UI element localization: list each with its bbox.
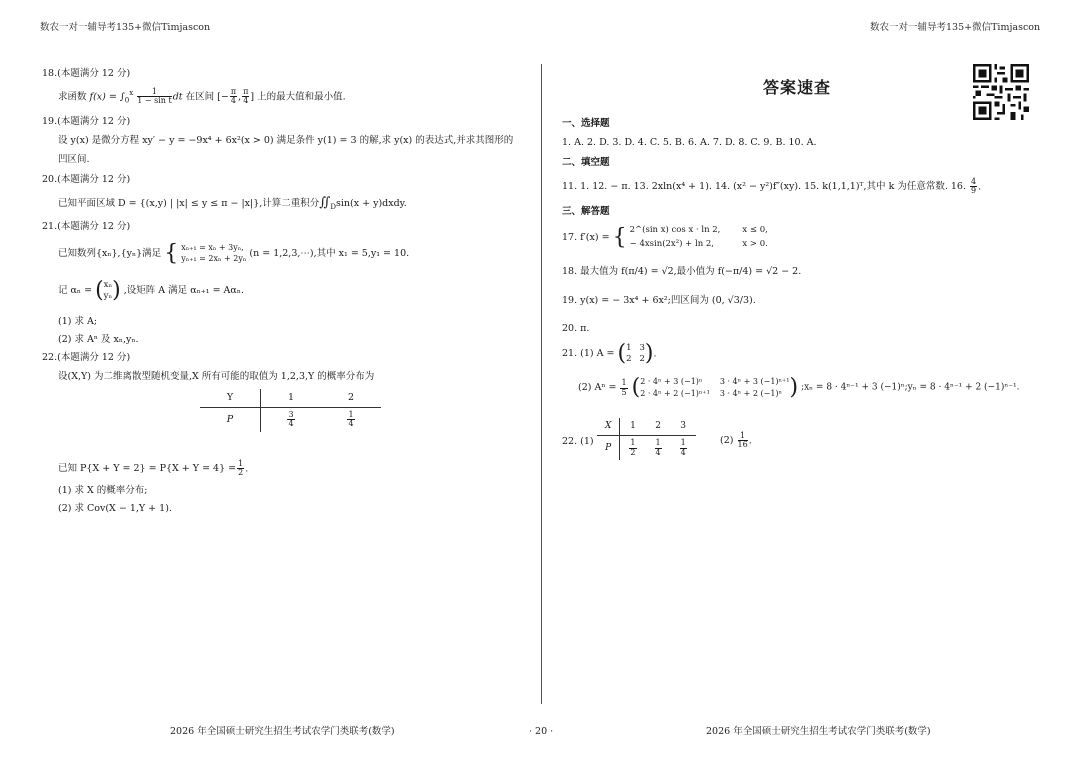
fill-answers: 11. 1. 12. − π. 13. 2xln(x⁴ + 1). 14. (x² − y²)f″(xy). 15. k(1,1,1)ᵀ,其中 k 为任意常数. 16. $\frac{4}{9}$ . bbox=[562, 177, 982, 196]
answer-22-table: X 1 2 3 P $\frac{1}{2}$ $\frac{1}{4}$ $\frac{1}{4}$ bbox=[597, 418, 696, 460]
q19-heading: 19.(本题满分 12 分) bbox=[42, 116, 131, 127]
q22-table-v2: 2 bbox=[321, 389, 381, 407]
q22-line: 设(X,Y) 为二维离散型随机变量,X 所有可能的取值为 1,2,3,Y 的概率分布为 bbox=[58, 371, 375, 382]
q22-part1: (1) 求 X 的概率分布; bbox=[58, 485, 148, 496]
q21-body: 已知数列{xₙ},{yₙ}满足 { xₙ₊₁ = xₙ + 3yₙ, yₙ₊₁ = 2xₙ + 2yₙ (n = 1,2,3,⋯),其中 x₁ = 5,y₁ = 10. bbox=[58, 241, 410, 266]
section-solve: 三、解答题 bbox=[562, 206, 610, 217]
footer-right: 2026 年全国硕士研究生招生考试农学门类联考(数学) bbox=[706, 726, 931, 737]
q22-heading: 22.(本题满分 12 分) bbox=[42, 352, 131, 363]
q21-heading: 21.(本题满分 12 分) bbox=[42, 221, 131, 232]
footer-left: 2026 年全国硕士研究生招生考试农学门类联考(数学) bbox=[170, 726, 395, 737]
q22-table: Y 1 2 P $\frac{3}{4}$ $\frac{1}{4}$ bbox=[200, 389, 381, 432]
q22-table-v1: 1 bbox=[261, 389, 322, 407]
answer-21-part1: 21. (1) A = ( 1 3 2 2 ). bbox=[562, 341, 657, 366]
answer-title: 答案速查 bbox=[763, 78, 832, 97]
q21-part2: (2) 求 Aⁿ 及 xₙ,yₙ. bbox=[58, 334, 139, 345]
column-divider bbox=[541, 64, 542, 704]
q22-table-p: P bbox=[200, 407, 261, 431]
answer-17: 17. f′(x) = { 2^(sin x) cos x · ln 2, x ≤ 0, − 4xsin(2x²) + ln 2, x > 0. bbox=[562, 225, 768, 250]
answer-18: 18. 最大值为 f(π/4) = √2,最小值为 f(−π/4) = √2 − 2. bbox=[562, 266, 802, 277]
header-right: 数农一对一辅导考135+微信Timjascon bbox=[870, 22, 1041, 33]
answer-22-label: 22. (1) bbox=[562, 436, 594, 447]
page-number: · 20 · bbox=[529, 726, 554, 737]
answer-21-part2: (2) Aⁿ = $\frac{1}{5}$ ( 2 · 4ⁿ + 3 (−1)ⁿ 3 · 4ⁿ + 3 (−1)ⁿ⁺¹ 2 · 4ⁿ + 2 (−1)ⁿ⁺¹ 3 · 4ⁿ + 2 (−1)ⁿ ) ;xₙ = 8 · 4ⁿ⁻¹ + 3 (−1)ⁿ;yₙ = 8 · 4ⁿ⁻¹ + 2 (−1)ⁿ⁻¹. bbox=[578, 375, 1020, 400]
q22-given: 已知 P{X + Y = 2} = P{X + Y = 4} = $\frac{1}{2}$ . bbox=[58, 459, 249, 478]
q20-heading: 20.(本题满分 12 分) bbox=[42, 174, 131, 185]
section-fill: 二、填空题 bbox=[562, 157, 610, 168]
answer-19: 19. y(x) = − 3x⁴ + 6x²;凹区间为 (0, √3/3). bbox=[562, 295, 756, 306]
choice-answers: 1. A. 2. D. 3. D. 4. C. 5. B. 6. A. 7. D. 8. C. 9. B. 10. A. bbox=[562, 137, 817, 148]
q18-heading: 18.(本题满分 12 分) bbox=[42, 68, 131, 79]
section-choice: 一、选择题 bbox=[562, 118, 610, 129]
answer-20: 20. π. bbox=[562, 323, 590, 334]
q20-body: 已知平面区域 D = {(x,y) | |x| ≤ y ≤ π − |x|},计算二重积分$∬_D\sin(x$ + y)dxdy. bbox=[58, 195, 407, 211]
q22-part2: (2) 求 Cov(X − 1,Y + 1). bbox=[58, 503, 172, 514]
q18-body: 求函数 $f(x) = \int_0^x$ $\frac{1}{\text{1 − sin t}}$ dt 在区间 [− $\frac{\pi}{4}$ , $\frac{\pi}{4}$ ] 上的最大值和最小值. bbox=[58, 87, 346, 106]
q22-table-y: Y bbox=[200, 389, 261, 407]
q19-line1: 设 y(x) 是微分方程 xy′ − y = −9x⁴ + 6x²(x > 0) 满足条件 y(1) = 3 的解,求 y(x) 的表达式,并求其图形的 bbox=[58, 135, 514, 146]
answer-22-part2: (2) $\frac{1}{16}$ . bbox=[720, 431, 752, 450]
q21-part1: (1) 求 A; bbox=[58, 316, 98, 327]
q21-vector: 记 αₙ = ( xₙ yₙ ) ,设矩阵 A 满足 αₙ₊₁ = Aαₙ. bbox=[58, 278, 244, 304]
q19-line2: 凹区间. bbox=[58, 154, 90, 165]
qr-code-icon bbox=[973, 64, 1029, 120]
header-left: 数农一对一辅导考135+微信Timjascon bbox=[40, 22, 211, 33]
